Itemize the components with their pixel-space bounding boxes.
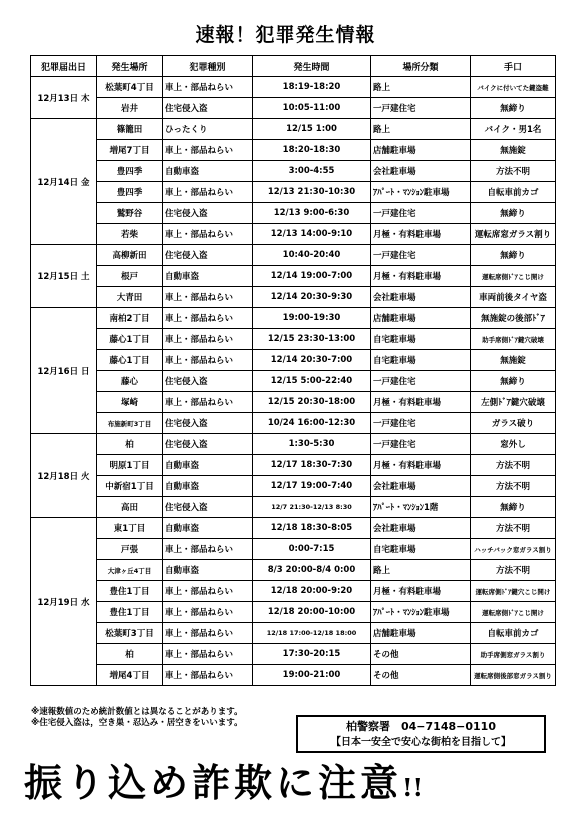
- location-cell: 篠籠田: [97, 119, 163, 140]
- method-cell: バイク・男1名: [471, 119, 556, 140]
- fraud-warning-exclamation: !!: [402, 773, 424, 802]
- table-row: [31, 392, 556, 413]
- place-category-cell: 店舗駐車場: [371, 140, 471, 161]
- time-cell: 12/7 21:30-12/13 8:30: [253, 497, 371, 518]
- time-cell: 12/14 20:30-9:30: [253, 287, 371, 308]
- crime-type-cell: 車上・部品ねらい: [163, 581, 253, 602]
- place-category-cell: その他: [371, 644, 471, 665]
- table-row: [31, 539, 556, 560]
- time-cell: 3:00-4:55: [253, 161, 371, 182]
- method-cell: 運転席側後部窓ガラス割り: [471, 665, 556, 686]
- location-cell: 戸張: [97, 539, 163, 560]
- method-cell: 運転席窓ガラス割り: [471, 224, 556, 245]
- location-cell: 松葉町3丁目: [97, 623, 163, 644]
- method-cell: 無締り: [471, 497, 556, 518]
- location-cell: 岩井: [97, 98, 163, 119]
- method-cell: バイクに付いてた鍵盗難: [471, 77, 556, 98]
- table-row: [31, 203, 556, 224]
- report-date-cell: 12月18日 火: [31, 434, 97, 518]
- table-row: [31, 455, 556, 476]
- time-cell: 10/24 16:00-12:30: [253, 413, 371, 434]
- crime-type-cell: 住宅侵入盗: [163, 98, 253, 119]
- place-category-cell: 自宅駐車場: [371, 329, 471, 350]
- table-row: [31, 518, 556, 539]
- location-cell: 鷲野谷: [97, 203, 163, 224]
- crime-type-cell: 車上・部品ねらい: [163, 287, 253, 308]
- crime-type-cell: 車上・部品ねらい: [163, 140, 253, 161]
- method-cell: ハッチバック窓ガラス割り: [471, 539, 556, 560]
- crime-type-cell: 住宅侵入盗: [163, 497, 253, 518]
- method-cell: 方法不明: [471, 518, 556, 539]
- time-cell: 12/14 19:00-7:00: [253, 266, 371, 287]
- police-slogan: 【日本一安全で安心な街柏を目指して】: [331, 737, 511, 748]
- report-date-cell: 12月13日 木: [31, 77, 97, 119]
- time-cell: 17:30-20:15: [253, 644, 371, 665]
- method-cell: 無締り: [471, 371, 556, 392]
- time-cell: 19:00-19:30: [253, 308, 371, 329]
- table-row: [31, 161, 556, 182]
- time-cell: 12/15 23:30-13:00: [253, 329, 371, 350]
- crime-type-cell: 自動車盗: [163, 266, 253, 287]
- location-cell: 豊住1丁目: [97, 581, 163, 602]
- table-row: [31, 329, 556, 350]
- table-row: [31, 245, 556, 266]
- place-category-cell: 会社駐車場: [371, 161, 471, 182]
- time-cell: 8/3 20:00-8/4 0:00: [253, 560, 371, 581]
- place-category-cell: 月極・有料駐車場: [371, 392, 471, 413]
- time-cell: 12/13 14:00-9:10: [253, 224, 371, 245]
- table-row: [31, 371, 556, 392]
- crime-type-cell: 住宅侵入盗: [163, 413, 253, 434]
- crime-type-cell: 車上・部品ねらい: [163, 77, 253, 98]
- method-cell: 運転席側ﾄﾞｱこじ開け: [471, 602, 556, 623]
- method-cell: 無締り: [471, 98, 556, 119]
- time-cell: 12/15 5:00-22:40: [253, 371, 371, 392]
- crime-type-cell: ひったくり: [163, 119, 253, 140]
- location-cell: 大津ヶ丘4丁目: [97, 560, 163, 581]
- method-cell: 方法不明: [471, 161, 556, 182]
- time-cell: 12/14 20:30-7:00: [253, 350, 371, 371]
- time-cell: 10:40-20:40: [253, 245, 371, 266]
- place-category-cell: ｱﾊﾟｰﾄ・ﾏﾝｼｮﾝ1階: [371, 497, 471, 518]
- place-category-cell: 路上: [371, 560, 471, 581]
- notes: [31, 707, 243, 729]
- place-category-cell: 会社駐車場: [371, 287, 471, 308]
- crime-type-cell: 車上・部品ねらい: [163, 350, 253, 371]
- method-cell: 無施錠: [471, 140, 556, 161]
- location-cell: 南柏2丁目: [97, 308, 163, 329]
- location-cell: 豊四季: [97, 182, 163, 203]
- method-cell: 方法不明: [471, 560, 556, 581]
- place-category-cell: 路上: [371, 119, 471, 140]
- method-cell: 無施錠の後部ﾄﾞｱ: [471, 308, 556, 329]
- place-category-cell: 自宅駐車場: [371, 539, 471, 560]
- table-row: [31, 308, 556, 329]
- crime-type-cell: 住宅侵入盗: [163, 371, 253, 392]
- place-category-cell: 一戸建住宅: [371, 98, 471, 119]
- time-cell: 12/17 18:30-7:30: [253, 455, 371, 476]
- crime-type-cell: 車上・部品ねらい: [163, 224, 253, 245]
- method-cell: 無締り: [471, 203, 556, 224]
- table-row: [31, 287, 556, 308]
- method-cell: ガラス破り: [471, 413, 556, 434]
- location-cell: 中新宿1丁目: [97, 476, 163, 497]
- time-cell: 10:05-11:00: [253, 98, 371, 119]
- location-cell: 根戸: [97, 266, 163, 287]
- place-category-cell: 月極・有料駐車場: [371, 581, 471, 602]
- location-cell: 布施新町3丁目: [97, 413, 163, 434]
- method-cell: 窓外し: [471, 434, 556, 455]
- table-row: [31, 77, 556, 98]
- header-method: 手口: [471, 56, 556, 77]
- crime-type-cell: 車上・部品ねらい: [163, 602, 253, 623]
- time-cell: 12/13 21:30-10:30: [253, 182, 371, 203]
- method-cell: 無施錠: [471, 350, 556, 371]
- location-cell: 高柳新田: [97, 245, 163, 266]
- police-phone: 柏警察署 04−7148−0110: [346, 720, 496, 733]
- table-row: [31, 476, 556, 497]
- method-cell: 車両前後タイヤ盗: [471, 287, 556, 308]
- table-row: [31, 140, 556, 161]
- place-category-cell: 一戸建住宅: [371, 434, 471, 455]
- location-cell: 若柴: [97, 224, 163, 245]
- table-row: [31, 350, 556, 371]
- method-cell: 方法不明: [471, 455, 556, 476]
- table-row: [31, 665, 556, 686]
- table-row: [31, 497, 556, 518]
- crime-type-cell: 自動車盗: [163, 455, 253, 476]
- location-cell: 増尾4丁目: [97, 665, 163, 686]
- place-category-cell: 会社駐車場: [371, 518, 471, 539]
- crime-type-cell: 車上・部品ねらい: [163, 539, 253, 560]
- crime-type-cell: 車上・部品ねらい: [163, 623, 253, 644]
- location-cell: 藤心1丁目: [97, 329, 163, 350]
- location-cell: 増尾7丁目: [97, 140, 163, 161]
- location-cell: 柏: [97, 434, 163, 455]
- time-cell: 12/15 20:30-18:00: [253, 392, 371, 413]
- method-cell: 方法不明: [471, 476, 556, 497]
- crime-type-cell: 車上・部品ねらい: [163, 182, 253, 203]
- location-cell: 松葉町4丁目: [97, 77, 163, 98]
- location-cell: 明原1丁目: [97, 455, 163, 476]
- place-category-cell: 月極・有料駐車場: [371, 224, 471, 245]
- crime-type-cell: 車上・部品ねらい: [163, 329, 253, 350]
- place-category-cell: ｱﾊﾟｰﾄ・ﾏﾝｼｮﾝ駐車場: [371, 182, 471, 203]
- time-cell: 1:30-5:30: [253, 434, 371, 455]
- table-row: [31, 98, 556, 119]
- crime-type-cell: 車上・部品ねらい: [163, 665, 253, 686]
- location-cell: 藤心1丁目: [97, 350, 163, 371]
- table-row: [31, 581, 556, 602]
- place-category-cell: 一戸建住宅: [371, 245, 471, 266]
- crime-type-cell: 車上・部品ねらい: [163, 308, 253, 329]
- crime-type-cell: 自動車盗: [163, 518, 253, 539]
- crime-type-cell: 住宅侵入盗: [163, 203, 253, 224]
- table-row: [31, 413, 556, 434]
- report-date-cell: 12月15日 土: [31, 245, 97, 308]
- method-cell: 助手席側窓ガラス割り: [471, 644, 556, 665]
- location-cell: 大青田: [97, 287, 163, 308]
- place-category-cell: 一戸建住宅: [371, 371, 471, 392]
- place-category-cell: 路上: [371, 77, 471, 98]
- table-row: [31, 560, 556, 581]
- page-title: 速報！犯罪発生情報: [195, 24, 376, 46]
- method-cell: 運転席側ﾄﾞｱこじ開け: [471, 266, 556, 287]
- note-line: ※速報数値のため統計数値とは異なることがあります。: [31, 707, 243, 717]
- location-cell: 豊住1丁目: [97, 602, 163, 623]
- report-date-cell: 12月19日 水: [31, 518, 97, 686]
- method-cell: 左側ﾄﾞｱ鍵穴破壊: [471, 392, 556, 413]
- location-cell: 豊四季: [97, 161, 163, 182]
- table-row: [31, 182, 556, 203]
- time-cell: 12/18 17:00-12/18 18:00: [253, 623, 371, 644]
- fraud-warning-text: 振り込め詐欺に注意: [24, 760, 403, 805]
- location-cell: 高田: [97, 497, 163, 518]
- fraud-warning: [24, 758, 423, 813]
- time-cell: 12/18 20:00-10:00: [253, 602, 371, 623]
- place-category-cell: 月極・有料駐車場: [371, 455, 471, 476]
- table-row: [31, 623, 556, 644]
- location-cell: 塚崎: [97, 392, 163, 413]
- table-row: [31, 434, 556, 455]
- time-cell: 19:00-21:00: [253, 665, 371, 686]
- header-location: 発生場所: [97, 56, 163, 77]
- crime-report-table: [30, 55, 556, 686]
- crime-type-cell: 自動車盗: [163, 560, 253, 581]
- place-category-cell: 月極・有料駐車場: [371, 266, 471, 287]
- crime-type-cell: 住宅侵入盗: [163, 245, 253, 266]
- time-cell: 18:19-18:20: [253, 77, 371, 98]
- header-crime-type: 犯罪種別: [163, 56, 253, 77]
- time-cell: 12/15 1:00: [253, 119, 371, 140]
- method-cell: 無締り: [471, 245, 556, 266]
- place-category-cell: 一戸建住宅: [371, 413, 471, 434]
- table-row: [31, 266, 556, 287]
- place-category-cell: 会社駐車場: [371, 476, 471, 497]
- crime-type-cell: 住宅侵入盗: [163, 434, 253, 455]
- time-cell: 0:00-7:15: [253, 539, 371, 560]
- place-category-cell: 店舗駐車場: [371, 623, 471, 644]
- header-time: 発生時間: [253, 56, 371, 77]
- method-cell: 自転車前カゴ: [471, 182, 556, 203]
- note-line: ※住宅侵入盗は，空き巣・忍込み・居空きをいいます。: [31, 718, 243, 728]
- crime-type-cell: 車上・部品ねらい: [163, 392, 253, 413]
- method-cell: 運転席側ﾄﾞｱ鍵穴こじ開け: [471, 581, 556, 602]
- method-cell: 自転車前カゴ: [471, 623, 556, 644]
- time-cell: 12/18 18:30-8:05: [253, 518, 371, 539]
- location-cell: 柏: [97, 644, 163, 665]
- report-date-cell: 12月14日 金: [31, 119, 97, 245]
- table-header-row: [31, 56, 556, 77]
- table-row: [31, 119, 556, 140]
- place-category-cell: 店舗駐車場: [371, 308, 471, 329]
- header-report-date: 犯罪届出日: [31, 56, 97, 77]
- time-cell: 12/13 9:00-6:30: [253, 203, 371, 224]
- crime-type-cell: 車上・部品ねらい: [163, 644, 253, 665]
- time-cell: 12/17 19:00-7:40: [253, 476, 371, 497]
- place-category-cell: 自宅駐車場: [371, 350, 471, 371]
- place-category-cell: その他: [371, 665, 471, 686]
- location-cell: 藤心: [97, 371, 163, 392]
- table-row: [31, 602, 556, 623]
- time-cell: 18:20-18:30: [253, 140, 371, 161]
- table-body: [31, 77, 556, 686]
- report-date-cell: 12月16日 日: [31, 308, 97, 434]
- header-place-category: 場所分類: [371, 56, 471, 77]
- police-contact-box: [296, 715, 546, 753]
- place-category-cell: ｱﾊﾟｰﾄ・ﾏﾝｼｮﾝ駐車場: [371, 602, 471, 623]
- time-cell: 12/18 20:00-9:20: [253, 581, 371, 602]
- table-row: [31, 644, 556, 665]
- crime-type-cell: 自動車盗: [163, 161, 253, 182]
- location-cell: 東1丁目: [97, 518, 163, 539]
- table-row: [31, 224, 556, 245]
- place-category-cell: 一戸建住宅: [371, 203, 471, 224]
- method-cell: 助手席側ﾄﾞｱ鍵穴破壊: [471, 329, 556, 350]
- crime-type-cell: 自動車盗: [163, 476, 253, 497]
